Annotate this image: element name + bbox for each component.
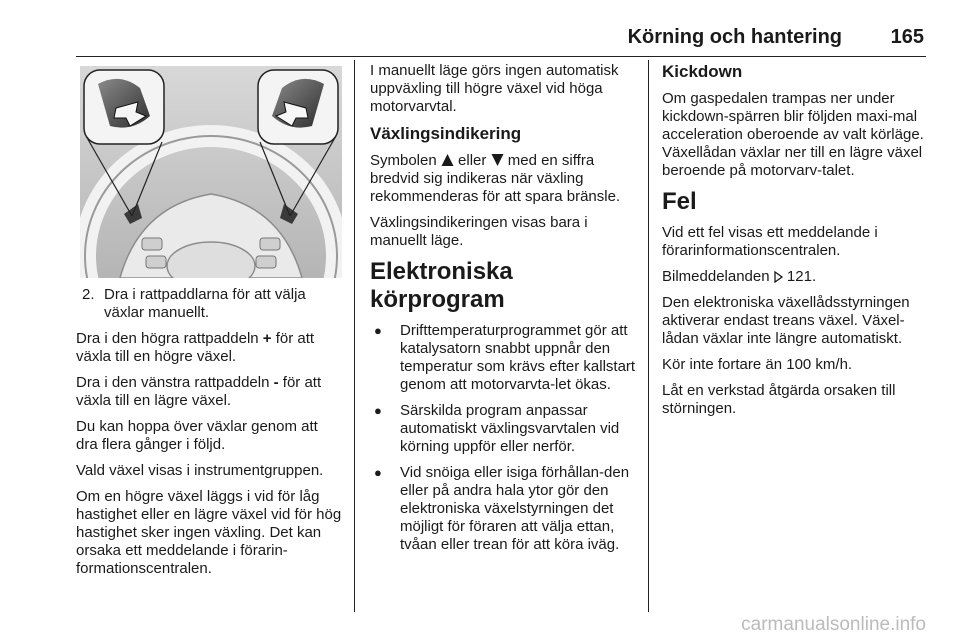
paragraph-gear-display: Vald växel visas i instrumentgruppen. <box>76 462 324 479</box>
column-left <box>76 286 342 586</box>
page-reference[interactable]: 121. <box>786 268 817 285</box>
text: med en siffra bredvid sig indikeras när växling rekommenderas för att spara bränsle. <box>370 152 621 205</box>
paragraph-kickdown: Om gaspedalen trampas ner under kickdown-spärren blir följden maxi-mal acceleration oberoende av valt körläge. Växellådan växlar ner till en lägre växel beroende på motorvarv-talet. <box>662 90 924 179</box>
list-item-text: Drifttemperaturprogrammet gör att katalysatorn snabbt uppnår den temperatur som krävs efter kallstart genom att motorvarvta-let ökas. <box>400 322 636 393</box>
bullet-icon: ● <box>374 323 382 338</box>
list-item <box>370 322 636 394</box>
page-number: 165 <box>890 26 924 48</box>
step-text: Dra i rattpaddlarna för att välja växlar manuellt. <box>104 286 306 321</box>
step-number: 2. <box>82 286 95 303</box>
list-item-text: Vid snöiga eller isiga förhållan-den eller på andra hala ytor gör den elektroniska växelstyrningen det möjligt för föraren att välja ettan, tvåan eller trean för att köra iväg. <box>400 464 630 553</box>
section-title: Körning och hantering <box>627 26 842 48</box>
list-item <box>370 402 636 456</box>
paragraph-shift-symbols <box>370 152 636 206</box>
plus-symbol: + <box>262 330 272 347</box>
column-divider-2 <box>648 60 649 612</box>
heading-fault: Fel <box>662 188 697 215</box>
paragraph-workshop: Låt en verkstad åtgärda orsaken till störningen. <box>662 382 896 417</box>
triangle-up-icon <box>441 153 454 167</box>
heading-shift-indicator: Växlingsindikering <box>370 124 522 143</box>
column-middle <box>370 62 636 562</box>
paragraph-third-gear: Den elektroniska växellådsstyrningen aktiverar endast treans växel. Växel-lådan växlar inte längre automatiskt. <box>662 294 910 347</box>
bullet-icon: ● <box>374 403 382 418</box>
paragraph-vehicle-messages <box>662 268 928 286</box>
text: Symbolen <box>370 152 441 169</box>
page-header <box>0 26 960 66</box>
bullet-icon: ● <box>374 465 382 480</box>
page-reference-icon <box>774 271 783 283</box>
text: för att växla till en högre växel. <box>76 330 315 365</box>
text: Dra i den högra rattpaddeln <box>76 330 263 347</box>
paragraph-no-shift: Om en högre växel läggs i vid för låg hastighet eller en lägre växel vid för hög hastighet sker ingen växling. Det kan orsaka ett meddelande i förarin-formationscentralen. <box>76 488 342 577</box>
column-right <box>662 62 928 426</box>
paragraph-fault-message: Vid ett fel visas ett meddelande i förarinformationscentralen. <box>662 224 878 259</box>
step-2 <box>76 286 342 322</box>
header-divider <box>76 56 926 57</box>
paragraph-right-paddle <box>76 330 342 366</box>
text: för att växla till en lägre växel. <box>76 374 322 409</box>
column-divider-1 <box>354 60 355 612</box>
list-item-text: Särskilda program anpassar automatiskt växlingsvarvtalen vid körning uppför eller nerför. <box>400 402 620 455</box>
heading-kickdown: Kickdown <box>662 62 743 81</box>
minus-symbol: - <box>273 374 279 391</box>
list-item <box>370 464 636 554</box>
text: Bilmeddelanden <box>662 268 774 285</box>
steering-wheel-paddles-illustration <box>80 66 342 278</box>
programs-list <box>370 322 636 554</box>
paragraph-speed-limit: Kör inte fortare än 100 km/h. <box>662 356 853 373</box>
triangle-down-icon <box>491 153 504 167</box>
paragraph-shift-manual-only: Växlingsindikeringen visas bara i manuellt läge. <box>370 214 588 249</box>
paragraph-skip-gears: Du kan hoppa över växlar genom att dra flera gånger i följd. <box>76 418 318 453</box>
paragraph-left-paddle <box>76 374 342 410</box>
heading-electronic-programs: Elektroniska körprogram <box>370 258 513 313</box>
watermark: carmanualsonline.info <box>741 614 926 635</box>
paragraph-manual-mode: I manuellt läge görs ingen automatisk uppväxling till högre växel vid höga motorvarvtal. <box>370 62 619 115</box>
text: Dra i den vänstra rattpaddeln <box>76 374 274 391</box>
text: eller <box>453 152 491 169</box>
